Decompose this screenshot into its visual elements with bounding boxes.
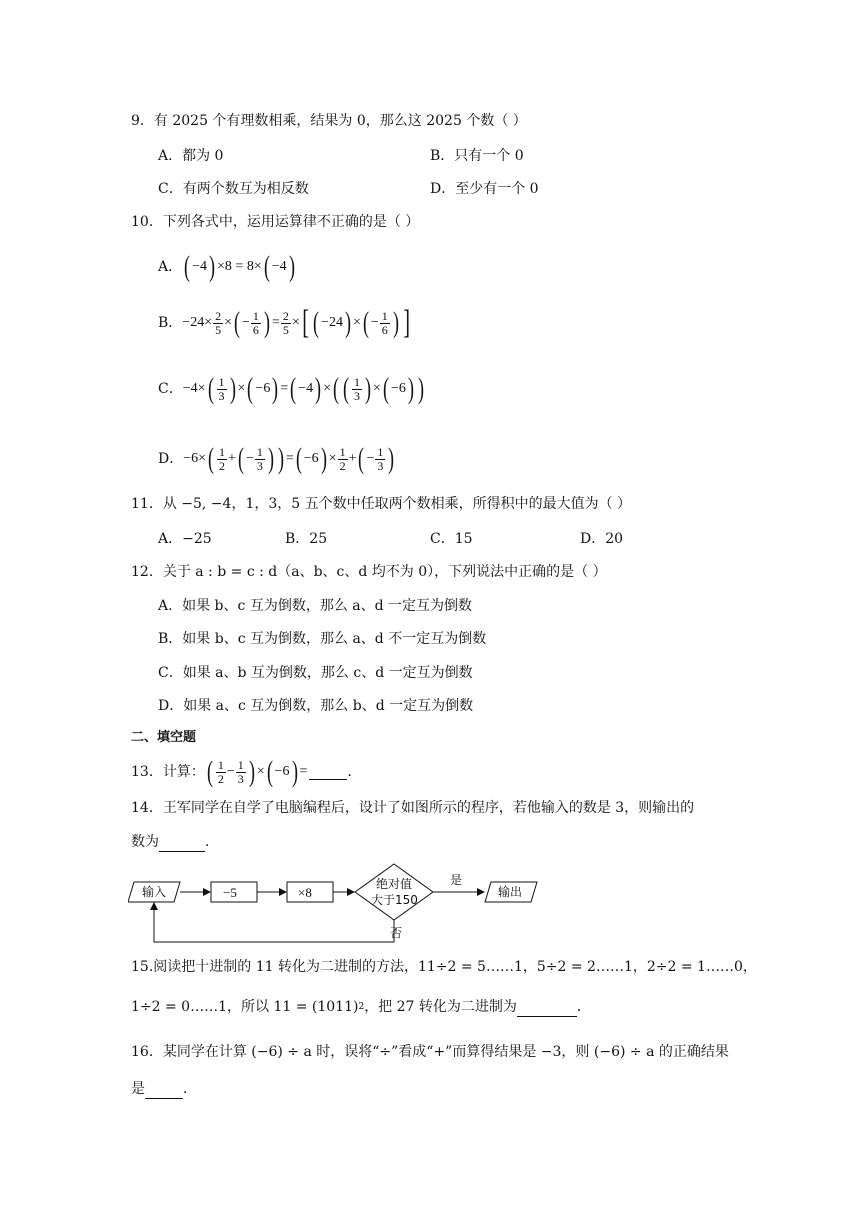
q14-line2 — [131, 832, 219, 852]
q10-option-c — [158, 374, 426, 404]
q10-label-b: B． — [158, 315, 183, 331]
q11-option-c: C．15 — [430, 531, 473, 547]
q10-option-b — [158, 306, 412, 340]
q14-line2-end: ． — [205, 834, 219, 850]
q14-line1: 14．王军同学在自学了电脑编程后，设计了如图所示的程序，若他输入的数是 3，则输出的 — [131, 800, 695, 816]
flow-yes-label: 是 — [450, 873, 463, 887]
q15-answer-blank[interactable] — [517, 1002, 577, 1017]
q15-line1: 15.阅读把十进制的 11 转化为二进制的方法，11÷2 = 5……1，5÷2 = 2……1，2÷2 = 1……0， — [131, 959, 757, 975]
q10-label-a: A． — [158, 259, 183, 275]
q11-option-b: B．25 — [285, 531, 328, 547]
q9-option-b: B．只有一个 0 — [430, 148, 524, 164]
q10-option-a — [158, 252, 297, 282]
flow-arrow-no — [154, 903, 394, 942]
q12-option-b: B．如果 b、c 互为倒数，那么 a、d 不一定互为倒数 — [158, 631, 487, 647]
section-title: 二、填空题 — [131, 730, 197, 745]
q10-label-d: D． — [158, 451, 184, 467]
flow-condition-line2: 大于150 — [371, 893, 418, 907]
q14-line2-text: 数为 — [131, 834, 159, 850]
flow-condition-line1: 绝对值 — [376, 877, 413, 891]
q15-line2-text: 1÷2 = 0……1，所以 11 = (1011) — [131, 999, 359, 1015]
q16-answer-blank[interactable] — [145, 1084, 183, 1099]
q9-option-a: A．都为 0 — [158, 148, 224, 164]
q10-label-c: C． — [158, 381, 183, 397]
q16-line2-end: ． — [183, 1081, 197, 1097]
q13-answer-blank[interactable] — [309, 765, 347, 780]
flow-input-label: 输入 — [142, 885, 167, 899]
q16-line1: 16．某同学在计算 (−6) ÷ a 时，误将“÷”看成“+”而算得结果是 −3，则 (−6) ÷ a 的正确结果 — [131, 1044, 729, 1060]
q9-option-c: C．有两个数互为相反数 — [158, 181, 309, 197]
q16-line2-text: 是 — [131, 1081, 145, 1097]
q12-option-c: C．如果 a、b 互为倒数，那么 c、d 一定互为倒数 — [158, 665, 473, 681]
q11-stem: 11．从 −5, −4，1，3，5 五个数中任取两个数相乘，所得积中的最大值为（ ） — [131, 496, 632, 512]
q10-option-d — [158, 444, 396, 474]
flow-condition-diamond — [355, 864, 433, 920]
q10-expr-a: ( −4 ) ×8 = 8× ( −4 ) — [184, 250, 295, 283]
program-flowchart — [128, 862, 544, 946]
q13-suffix: ． — [347, 764, 362, 780]
flow-step1-label: −5 — [223, 885, 237, 900]
q11-option-d: D．20 — [580, 531, 624, 547]
q10-expr-c: −4× ( $\frac{1}{3}$ ) × ( −6 ) = ( −4 ) × ( ( $\frac{1}{3}$ ) × ( −6 ) ) — [182, 372, 424, 405]
q15-line2 — [131, 997, 591, 1017]
q12-stem: 12．关于 a : b = c : d（a、b、c、d 均不为 0），下列说法中正确的是（ ） — [131, 564, 607, 580]
q9-stem: 9．有 2025 个有理数相乘，结果为 0，那么这 2025 个数（ ） — [131, 113, 527, 129]
flow-output-label: 输出 — [498, 885, 523, 899]
q13-prefix: 13．计算： — [131, 764, 205, 780]
q15-line2-rest: ，把 27 转化为二进制为 — [364, 999, 517, 1015]
q15-subscript: 2 — [358, 1002, 365, 1012]
q16-line2 — [131, 1079, 197, 1099]
q12-option-a: A．如果 b、c 互为倒数，那么 a、d 一定互为倒数 — [158, 598, 473, 614]
q11-option-a: A．−25 — [158, 531, 212, 547]
flow-no-label: 否 — [390, 926, 403, 940]
q13-expr: ( $\frac{1}{2}$ − $\frac{1}{3}$ ) × ( −6 ) = — [206, 755, 308, 788]
q10-stem: 10．下列各式中，运用运算律不正确的是（ ） — [131, 214, 420, 230]
q15-line2-end: ． — [576, 999, 591, 1015]
q10-expr-b: −24× $\frac{2}{5}$ × ( − $\frac{1}{6}$ ) = $\frac{2}{5}$ × [ ( −24 ) × ( − $\frac{1}{6}$ ) ] — [182, 304, 410, 341]
q13 — [131, 757, 361, 787]
q9-option-d: D．至少有一个 0 — [430, 181, 539, 197]
q14-answer-blank[interactable] — [159, 837, 205, 852]
flow-step2-label: ×8 — [298, 885, 312, 900]
q12-option-d: D．如果 a、c 互为倒数，那么 b、d 一定互为倒数 — [158, 698, 474, 714]
q10-expr-d: −6× ( $\frac{1}{2}$ + ( − $\frac{1}{3}$ ) ) = ( −6 ) × $\frac{1}{2}$ + ( − $\frac{1}{3}$ ) — [183, 442, 395, 475]
